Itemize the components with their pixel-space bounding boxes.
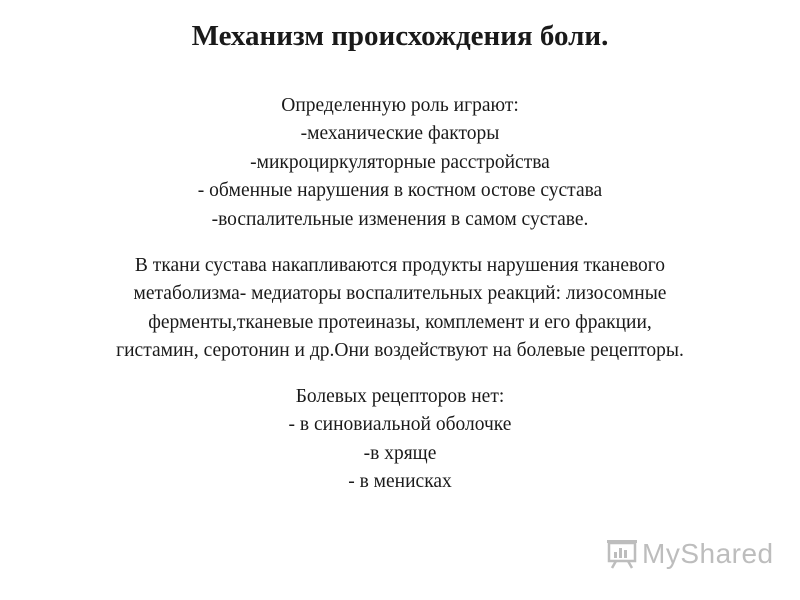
roles-item: -воспалительные изменения в самом суставе. bbox=[211, 208, 589, 230]
no-receptors-heading: Болевых рецепторов нет: bbox=[295, 386, 505, 407]
myshared-watermark bbox=[606, 536, 774, 572]
slide-title: Механизм происхождения боли. bbox=[191, 20, 609, 52]
mediators-paragraph bbox=[40, 252, 760, 366]
roles-item: -микроциркуляторные расстройства bbox=[250, 151, 550, 173]
no-receptors-item: - в синовиальной оболочке bbox=[288, 414, 512, 436]
paragraph-line: ферменты,тканевые протеиназы, комплемент и его фракции, bbox=[148, 311, 652, 333]
no-receptors-block bbox=[40, 383, 760, 497]
no-receptors-item: - в менисках bbox=[348, 471, 452, 493]
roles-heading: Определенную роль играют: bbox=[281, 95, 519, 116]
paragraph-line: гистамин, серотонин и др.Они воздействуют на болевые рецепторы. bbox=[116, 340, 684, 362]
no-receptors-item: -в хряще bbox=[363, 442, 437, 464]
paragraph-line: В ткани сустава накапливаются продукты нарушения тканевого bbox=[134, 255, 666, 276]
presentation-board-icon bbox=[606, 539, 638, 569]
watermark-text: MyShared bbox=[642, 538, 774, 569]
roles-block bbox=[40, 92, 760, 234]
roles-item: - обменные нарушения в костном остове сустава bbox=[197, 180, 603, 202]
paragraph-line: метаболизма- медиаторы воспалительных реакций: лизосомные bbox=[133, 283, 667, 305]
roles-item: -механические факторы bbox=[300, 123, 500, 145]
